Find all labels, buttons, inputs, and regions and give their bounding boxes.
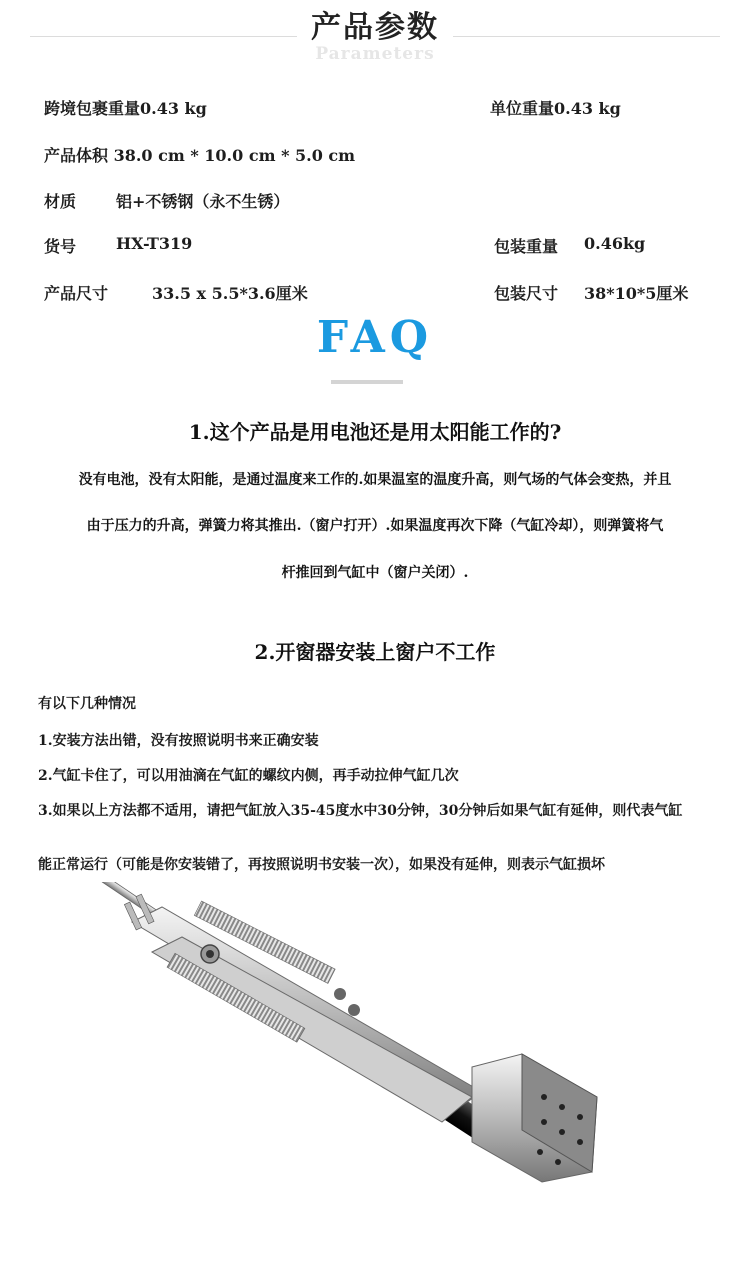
mounting-bracket: [472, 1054, 597, 1182]
faq-answer-2-item-3: 3.如果以上方法都不适用，请把气缸放入35-45度水中30分钟，30分钟后如果气缸有延伸，则代表气缸: [38, 803, 683, 819]
faq-question-1: 1.这个产品是用电池还是用太阳能工作的?: [188, 420, 562, 444]
param-size-value: 33.5 x 5.5*3.6厘米: [152, 284, 308, 303]
faq-answer-2-intro: 有以下几种情况: [38, 696, 136, 712]
param-material-value: 铝+不锈钢（永不生锈）: [116, 192, 290, 211]
faq-answer-1-line-2: 由于压力的升高，弹簧力将其推出.（窗户打开）.如果温度再次下降（气缸冷却），则弹簧将气: [86, 518, 664, 534]
param-unit-weight: 单位重量0.43 kg: [490, 99, 621, 118]
section-title: 产品参数: [0, 2, 750, 46]
faq-answer-1-line-1: 没有电池，没有太阳能，是通过温度来工作的.如果温室的温度升高，则气场的气体会变热，并且: [78, 472, 672, 488]
faq-answer-2-item-2: 2.气缸卡住了，可以用油滴在气缸的螺纹内侧，再手动拉伸气缸几次: [38, 768, 459, 784]
param-sku-value: HX-T319: [116, 234, 193, 253]
param-volume: 产品体积 38.0 cm * 10.0 cm * 5.0 cm: [44, 146, 356, 165]
param-pack-size-label: 包装尺寸: [494, 284, 559, 303]
faq-divider: [331, 380, 403, 384]
arm-frame: [124, 894, 482, 1122]
faq-question-2: 2.开窗器安装上窗户不工作: [254, 640, 496, 664]
faq-answer-1-line-3: 杆推回到气缸中（窗户关闭）.: [281, 565, 469, 581]
param-pack-size-value: 38*10*5厘米: [584, 284, 689, 303]
faq-title: FAQ: [316, 312, 434, 363]
param-material-label: 材质: [44, 192, 77, 211]
param-pack-weight-label: 包装重量: [494, 237, 559, 256]
param-sku-label: 货号: [44, 237, 77, 256]
param-size-label: 产品尺寸: [44, 284, 109, 303]
param-pack-weight-value: 0.46kg: [584, 234, 646, 253]
param-cross-border-weight: 跨境包裹重量0.43 kg: [44, 99, 207, 118]
faq-answer-2-item-4: 能正常运行（可能是你安装错了，再按照说明书安装一次），如果没有延伸，则表示气缸损坏: [38, 857, 605, 873]
faq-answer-2-item-1: 1.安装方法出错，没有按照说明书来正确安装: [38, 733, 319, 749]
product-image: [92, 882, 612, 1262]
section-subtitle: Parameters: [315, 44, 435, 64]
